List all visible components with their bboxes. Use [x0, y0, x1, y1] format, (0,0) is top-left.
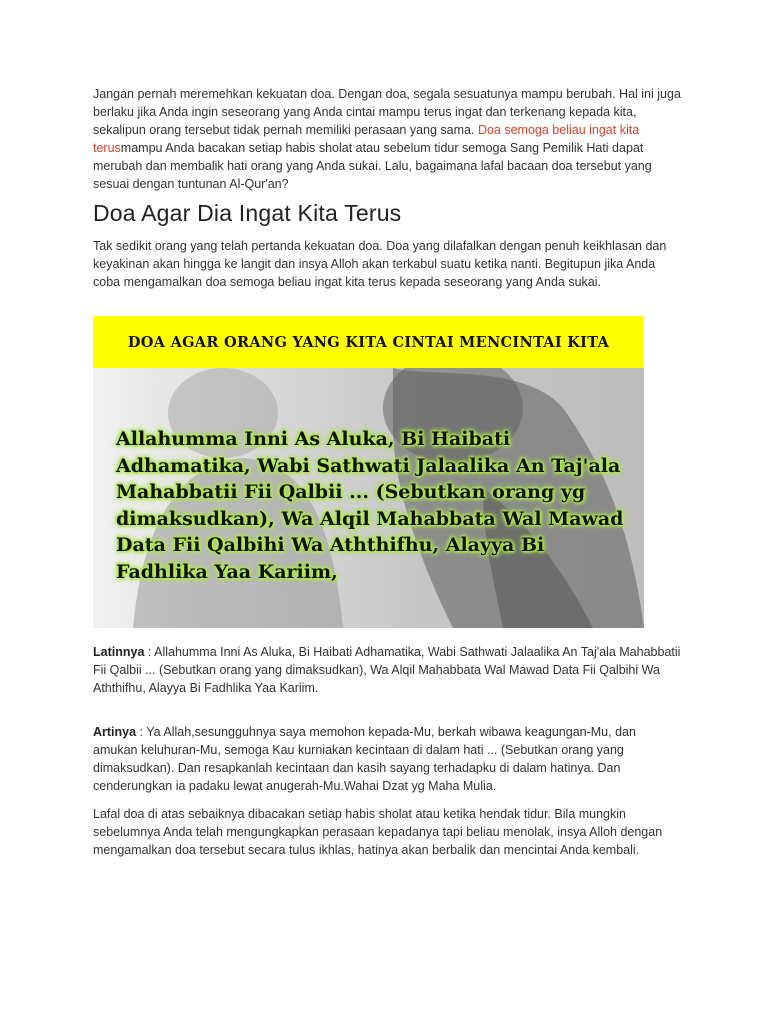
- latin-label: Latinnya: [93, 645, 145, 659]
- meaning-text: : Ya Allah,sesungguhnya saya memohon kepada-Mu, berkah wibawa keagungan-Mu, dan amukan keluhuran-Mu, semoga Kau kurniakan kecintaan di dalam hati ... (Sebutkan orang yang dimaksudkan). Dan resapkanlah kecintaan dan kasih sayang terhadapku di dalam hatinya. Dan cenderungkan ia padaku lewat anugerah-Mu.Wahai Dzat yg Maha Mulia.: [93, 725, 636, 793]
- meaning-label: Artinya: [93, 725, 137, 739]
- latin-text: : Allahumma Inni As Aluka, Bi Haibati Adhamatika, Wabi Sathwati Jalaalika An Taj'ala Mahabbatii Fii Qalbii ... (Sebutkan orang yang dimaksudkan), Wa Alqil Mahabbata Wal Mawad Data Fii Qalbihi Wa Aththifhu, Alayya Bi Fadhlika Yaa Kariim.: [93, 645, 681, 695]
- intro-text-after-link: mampu Anda bacakan setiap habis sholat atau sebelum tidur semoga Sang Pemilik Hati dapat merubah dan membalik hati orang yang Anda sukai. Lalu, bagaimana lafal bacaan doa tersebut yang sesuai dengan tuntunan Al-Qur'an?: [93, 141, 652, 191]
- paragraph-2: Tak sedikit orang yang telah pertanda kekuatan doa. Doa yang dilafalkan dengan penuh keikhlasan dan keyakinan akan hingga ke langit dan insya Alloh akan terkabul suatu ketika nanti. Begitupun jika Anda coba mengamalkan doa semoga beliau ingat kita terus kepada seseorang yang Anda sukai.: [93, 239, 667, 289]
- prayer-text: Allahumma Inni As Aluka, Bi Haibati Adhamatika, Wabi Sathwati Jalaalika An Taj'ala Mahabbatii Fii Qalbii ... (Sebutkan orang yg dimaksudkan), Wa Alqil Mahabbata Wal Mawad Data Fii Qalbihi Wa Aththifhu, Alayya Bi Fadhlika Yaa Kariim,: [116, 428, 624, 583]
- banner-title-bar: [93, 316, 644, 368]
- intro-paragraph: [93, 85, 683, 193]
- intro-text-before-link: Jangan pernah meremehkan kekuatan doa. Dengan doa, segala sesuatunya mampu berubah. Hal ini juga berlaku jika Anda ingin seseorang yang Anda cintai mampu terus ingat dan terkenang kepada kita, sekalipun orang tersebut tidak pernah memiliki perasaan yang sama.: [93, 87, 681, 137]
- doa-link[interactable]: Doa semoga beliau ingat kita terus: [93, 123, 640, 155]
- banner-title: DOA AGAR ORANG YANG KITA CINTAI MENCINTAI KITA: [127, 333, 610, 351]
- closing-paragraph: Lafal doa di atas sebaiknya dibacakan setiap habis sholat atau ketika hendak tidur. Bila mungkin sebelumnya Anda telah mengungkapkan perasaan kepadanya tapi beliau menolak, insya Alloh dengan mengamalkan doa tersebut secara tulus ikhlas, hatinya akan berbalik dan mencintai Anda kembali.: [93, 807, 663, 857]
- section-heading: Doa Agar Dia Ingat Kita Terus: [93, 200, 402, 226]
- prayer-banner-image: [93, 316, 644, 628]
- meaning-paragraph: [93, 723, 683, 795]
- latin-paragraph: [93, 643, 683, 697]
